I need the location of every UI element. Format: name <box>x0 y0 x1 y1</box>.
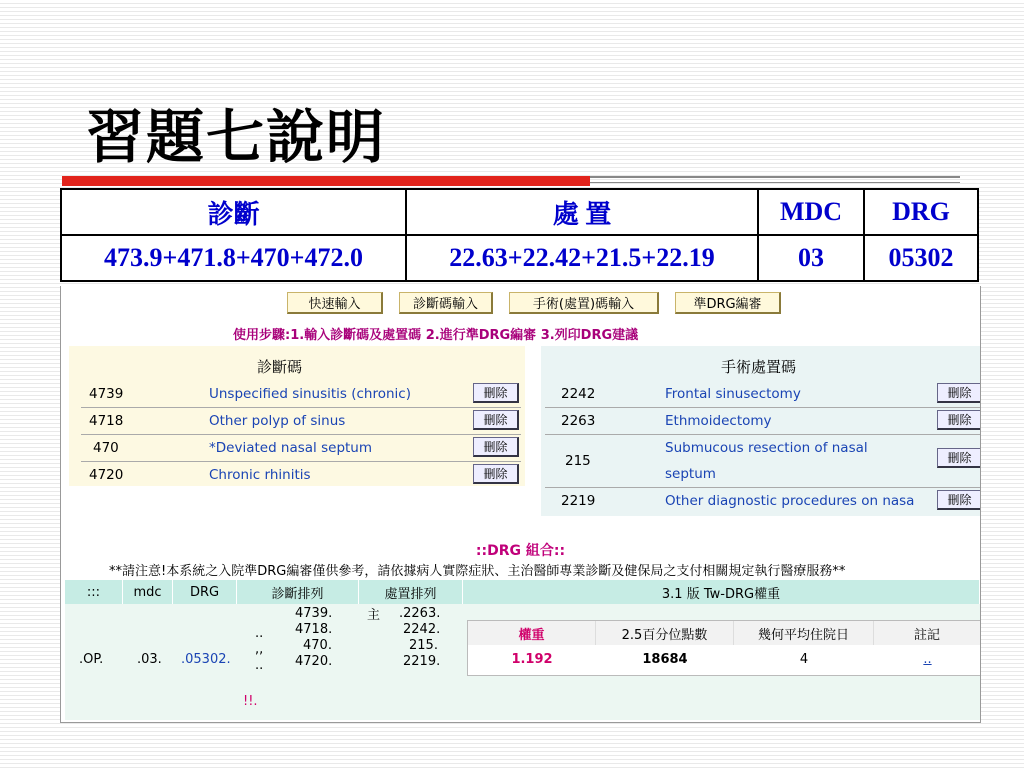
diag-order-2: 4718. <box>295 622 333 637</box>
diag-desc-2: Other polyp of sinus <box>209 413 346 429</box>
title-rule-thin <box>590 182 960 183</box>
summary-value-drg: 05302 <box>864 235 978 281</box>
disclaimer-note: **請注意!本系統之入院準DRG編審僅供參考，請依據病人實際症狀、主治醫師專業診斷及健保局之支付相關規定執行醫療服務** <box>109 564 846 579</box>
grid-mdc-value: .03. <box>137 652 162 667</box>
drg-result-grid <box>65 580 980 720</box>
diag-desc-4: Chronic rhinitis <box>209 467 311 483</box>
percentile-value: 18684 <box>642 651 688 667</box>
divider <box>545 487 980 488</box>
proc-desc-3-cont: septum <box>665 466 716 482</box>
weight-header-los: 幾何平均住院日 <box>734 621 874 645</box>
proc-code-1: 2242 <box>561 386 596 402</box>
proc-code-3: 215 <box>565 453 591 469</box>
title-rule <box>590 176 960 178</box>
diag-code-4: 4720 <box>89 467 124 483</box>
summary-header-diagnosis: 診斷 <box>61 189 406 235</box>
weight-table <box>467 620 981 676</box>
summary-header-drg: DRG <box>864 189 978 235</box>
divider <box>81 434 521 435</box>
proc-delete-button-4[interactable]: 刪除 <box>937 490 981 510</box>
grid-dots: .. <box>255 658 264 673</box>
proc-code-2: 2263 <box>561 413 596 429</box>
proc-delete-button-3[interactable]: 刪除 <box>937 448 981 468</box>
drg-review-button[interactable]: 準DRG編審 <box>675 292 781 314</box>
divider <box>545 407 980 408</box>
diag-delete-button-4[interactable]: 刪除 <box>473 464 519 484</box>
warning-mark: !!. <box>243 694 258 709</box>
los-value: 4 <box>799 651 809 667</box>
summary-value-diagnosis: 473.9+471.8+470+472.0 <box>61 235 406 281</box>
note-link[interactable]: .. <box>923 651 932 667</box>
quick-input-button[interactable]: 快速輸入 <box>287 292 383 314</box>
weight-header-percentile: 2.5百分位點數 <box>596 621 734 645</box>
grid-dots: .. <box>255 626 264 641</box>
diag-order-4: 4720. <box>295 654 333 669</box>
diag-desc-1: Unspecified sinusitis (chronic) <box>209 386 411 402</box>
weight-header-note: 註記 <box>874 621 981 645</box>
summary-table <box>60 188 979 282</box>
weight-value: 1.192 <box>511 651 553 667</box>
diag-code-2: 4718 <box>89 413 124 429</box>
procedure-input-button[interactable]: 手術(處置)碼輸入 <box>509 292 659 314</box>
diag-desc-3: *Deviated nasal septum <box>209 440 373 456</box>
grid-header-diag-order: 診斷排列 <box>237 580 359 604</box>
diag-order-3: 470. <box>303 638 332 653</box>
diag-delete-button-2[interactable]: 刪除 <box>473 410 519 430</box>
summary-value-row <box>61 235 978 281</box>
proc-order-3: 215. <box>409 638 438 653</box>
proc-desc-1: Frontal sinusectomy <box>665 386 801 402</box>
title-accent-bar <box>62 176 590 186</box>
diagnosis-input-button[interactable]: 診斷碼輸入 <box>399 292 493 314</box>
proc-order-1: .2263. <box>399 606 441 621</box>
proc-order-2: 2242. <box>403 622 441 637</box>
diag-code-3: 470 <box>93 440 119 456</box>
grid-header-proc-order: 處置排列 <box>359 580 463 604</box>
grid-dots: ,, <box>255 642 264 657</box>
proc-delete-button-1[interactable]: 刪除 <box>937 383 981 403</box>
grid-drg-value[interactable]: .05302. <box>181 652 231 667</box>
summary-header-row <box>61 189 978 235</box>
summary-header-procedure: 處 置 <box>406 189 758 235</box>
grid-header-mdc: mdc <box>123 580 173 604</box>
proc-order-4: 2219. <box>403 654 441 669</box>
divider <box>81 407 521 408</box>
proc-desc-4: Other diagnostic procedures on nasa <box>665 493 915 509</box>
grid-header-drg: DRG <box>173 580 237 604</box>
drg-section-heading: ::DRG 組合:: <box>475 543 566 559</box>
diag-code-1: 4739 <box>89 386 124 402</box>
proc-desc-2: Ethmoidectomy <box>665 413 772 429</box>
weight-header-weight: 權重 <box>468 621 596 645</box>
drg-system-screenshot <box>60 286 981 723</box>
proc-desc-3: Submucous resection of nasal <box>665 440 868 456</box>
procedure-heading: 手術處置碼 <box>721 358 797 376</box>
main-procedure-mark: 主 <box>367 608 381 623</box>
grid-header-weight: 3.1 版 Tw-DRG權重 <box>463 580 980 604</box>
slide-title: 習題七說明 <box>86 103 387 171</box>
proc-delete-button-2[interactable]: 刪除 <box>937 410 981 430</box>
diag-delete-button-3[interactable]: 刪除 <box>473 437 519 457</box>
diagnosis-heading: 診斷碼 <box>257 358 303 376</box>
divider <box>81 461 521 462</box>
summary-value-mdc: 03 <box>758 235 864 281</box>
diag-order-1: 4739. <box>295 606 333 621</box>
grid-op-value: .OP. <box>79 652 104 667</box>
summary-header-mdc: MDC <box>758 189 864 235</box>
summary-value-procedure: 22.63+22.42+21.5+22.19 <box>406 235 758 281</box>
divider <box>545 434 980 435</box>
proc-code-4: 2219 <box>561 493 596 509</box>
grid-header-op: ::: <box>65 580 123 604</box>
usage-steps: 使用步驟:1.輸入診斷碼及處置碼 2.進行準DRG編審 3.列印DRG建議 <box>233 328 639 343</box>
diag-delete-button-1[interactable]: 刪除 <box>473 383 519 403</box>
